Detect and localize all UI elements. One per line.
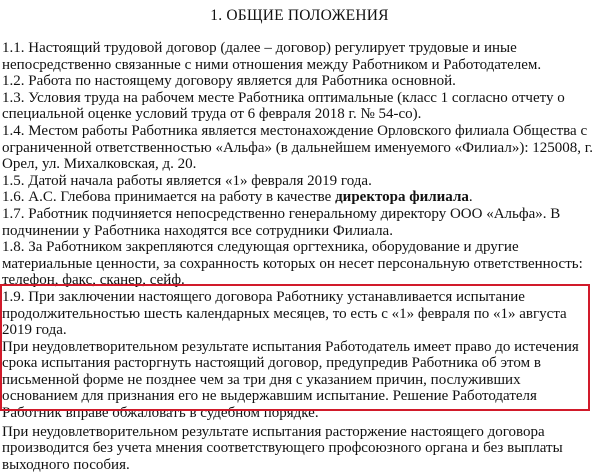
paragraph-1-9: 1.9. При заключении настоящего договора Работнику устанавливается испытание продолжительностью шесть календарных месяцев, то есть с «1» февраля по «1» августа 2019 года. — [2, 288, 567, 339]
paragraph-1-8: 1.8. За Работником закрепляются следующая оргтехника, оборудование и другие материальные ценности, за сохранность которых он несет персональную ответственность: телефон, факс, сканер, сейф. — [2, 239, 583, 289]
paragraph-probation-fail: При неудовлетворительном результате испытания Работодатель имеет право до истечения срока испытания расторгнуть настоящий договор, предупредив Работника об этом в письменной форме не позднее чем за три дня с указанием причин, послуживших основанием для признания его не выдержавшим испытание. Решение Работодателя Работник вправе обжаловать в судебном порядке. — [2, 338, 579, 422]
paragraph-termination: При неудовлетворительном результате испытания расторжение настоящего договора производится без учета мнения соответствующего профсоюзного органа и без выплаты выходного пособия. — [2, 423, 563, 473]
paragraph-1-4: 1.4. Местом работы Работника является местонахождение Орловского филиала Общества с ограниченной ответственностью «Альфа» (в дальнейшем именуемого «Филиал»): 125008, г. Орел, ул. Михалковская, д. 20. — [2, 122, 593, 173]
paragraph-1-3: 1.3. Условия труда на рабочем месте Работника оптимальные (класс 1 согласно отчету о специальной оценке условий труда от 6 февраля 2018 г. № 54-со). — [2, 89, 565, 123]
position-title: директора филиала — [335, 189, 469, 206]
paragraph-1-6-text: 1.6. А.С. Глебова принимается на работу в качестве — [2, 189, 336, 206]
paragraph-1-2: 1.2. Работа по настоящему договору является для Работника основной. — [2, 73, 456, 90]
paragraph-1-6-end: . — [468, 189, 473, 206]
paragraph-1-5: 1.5. Датой начала работы является «1» февраля 2019 года. — [2, 172, 372, 189]
paragraph-1-7: 1.7. Работник подчиняется непосредственно генеральному директору ООО «Альфа». В подчинении у Работника находятся все сотрудники Филиала. — [2, 205, 561, 239]
paragraph-1-6 — [2, 189, 594, 206]
paragraph-1-1: 1.1. Настоящий трудовой договор (далее – договор) регулирует трудовые и иные непосредственно связанные с ними отношения между Работником и Работодателем. — [2, 40, 542, 73]
document-body — [2, 40, 594, 473]
section-title: 1. ОБЩИЕ ПОЛОЖЕНИЯ — [210, 7, 389, 24]
